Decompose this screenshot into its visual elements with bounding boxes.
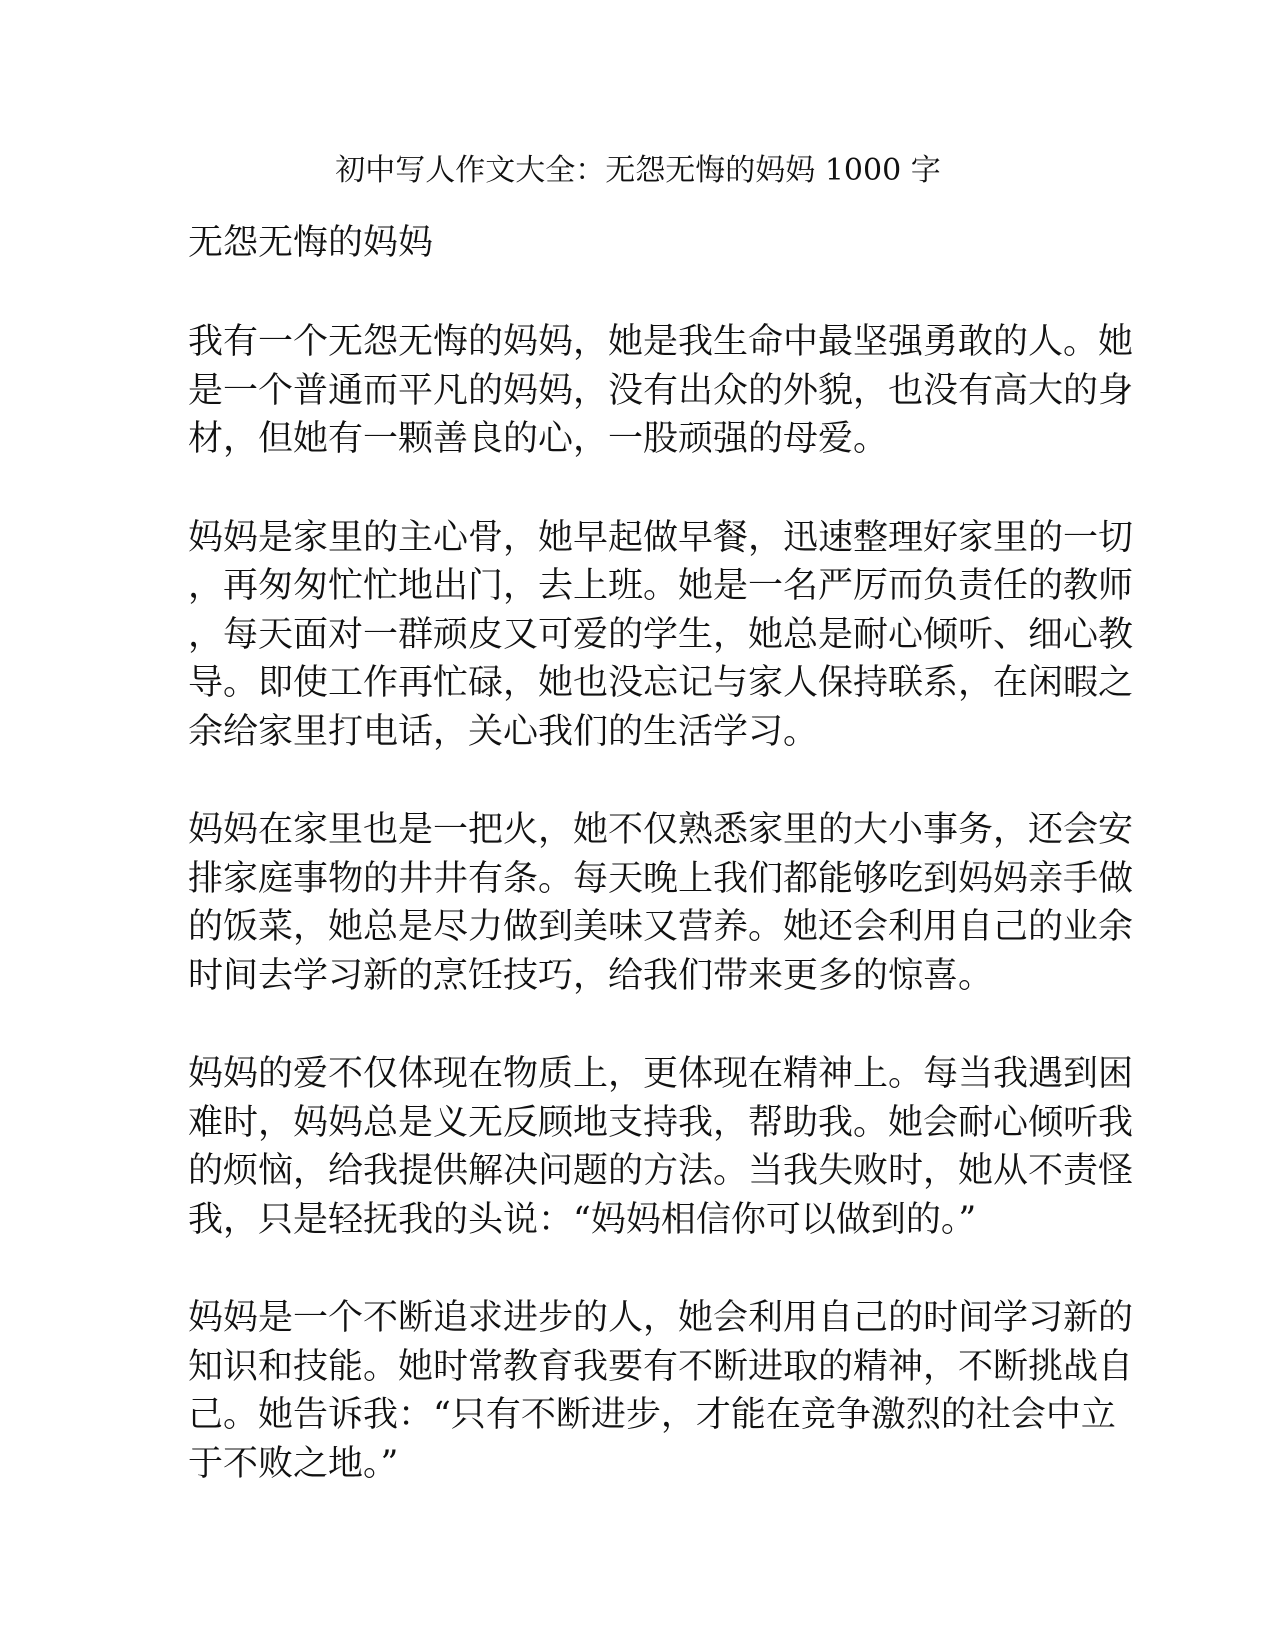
text-line: 材，但她有一颗善良的心，一股顽强的母爱。 [188,419,889,459]
paragraph-3 [188,806,1134,1000]
paragraph-4 [188,1050,1134,1244]
paragraph-1 [188,318,1134,464]
text-line: 我，只是轻抚我的头说：“妈妈相信你可以做到的。” [188,1199,977,1240]
text-line: 知识和技能。她时常教育我要有不断进取的精神，不断挑战自 [188,1346,1134,1387]
text-line: 难时，妈妈总是义无反顾地支持我，帮助我。她会耐心倾听我 [188,1102,1134,1143]
text-line: 妈妈是一个不断追求进步的人，她会利用自己的时间学习新的 [188,1298,1134,1338]
text-line: 是一个普通而平凡的妈妈，没有出众的外貌，也没有高大的身 [188,370,1134,411]
text-line: 排家庭事物的井井有条。每天晚上我们都能够吃到妈妈亲手做 [188,858,1134,899]
text-line: 妈妈在家里也是一把火，她不仅熟悉家里的大小事务，还会安 [188,810,1134,850]
text-line: 妈妈是家里的主心骨，她早起做早餐，迅速整理好家里的一切 [188,517,1134,558]
text-line: 的烦恼，给我提供解决问题的方法。当我失败时，她从不责怪 [188,1151,1134,1191]
text-line: 妈妈的爱不仅体现在物质上，更体现在精神上。每当我遇到困 [188,1054,1134,1094]
essay-subtitle: 无怨无悔的妈妈 [188,223,434,263]
text-line: 己。她告诉我：“只有不断进步，才能在竞争激烈的社会中立 [188,1395,1116,1435]
text-line: ，每天面对一群顽皮又可爱的学生，她总是耐心倾听、细心教 [188,614,1134,655]
text-line: 的饭菜，她总是尽力做到美味又营养。她还会利用自己的业余 [188,907,1134,947]
paragraph-5 [188,1294,1134,1488]
text-line: 时间去学习新的烹饪技巧，给我们带来更多的惊喜。 [188,955,994,996]
document-title: 初中写人作文大全：无怨无悔的妈妈 1000 字 [335,153,941,188]
text-line: 于不败之地。” [188,1443,399,1484]
paragraph-2 [188,514,1134,757]
text-line: 我有一个无怨无悔的妈妈，她是我生命中最坚强勇敢的人。她 [188,322,1134,362]
text-line: 导。即使工作再忙碌，她也没忘记与家人保持联系，在闲暇之 [188,663,1134,703]
document-body [188,218,1134,1488]
text-line: ，再匆匆忙忙地出门，去上班。她是一名严厉而负责任的教师 [188,566,1134,606]
text-line: 余给家里打电话，关心我们的生活学习。 [188,711,819,752]
